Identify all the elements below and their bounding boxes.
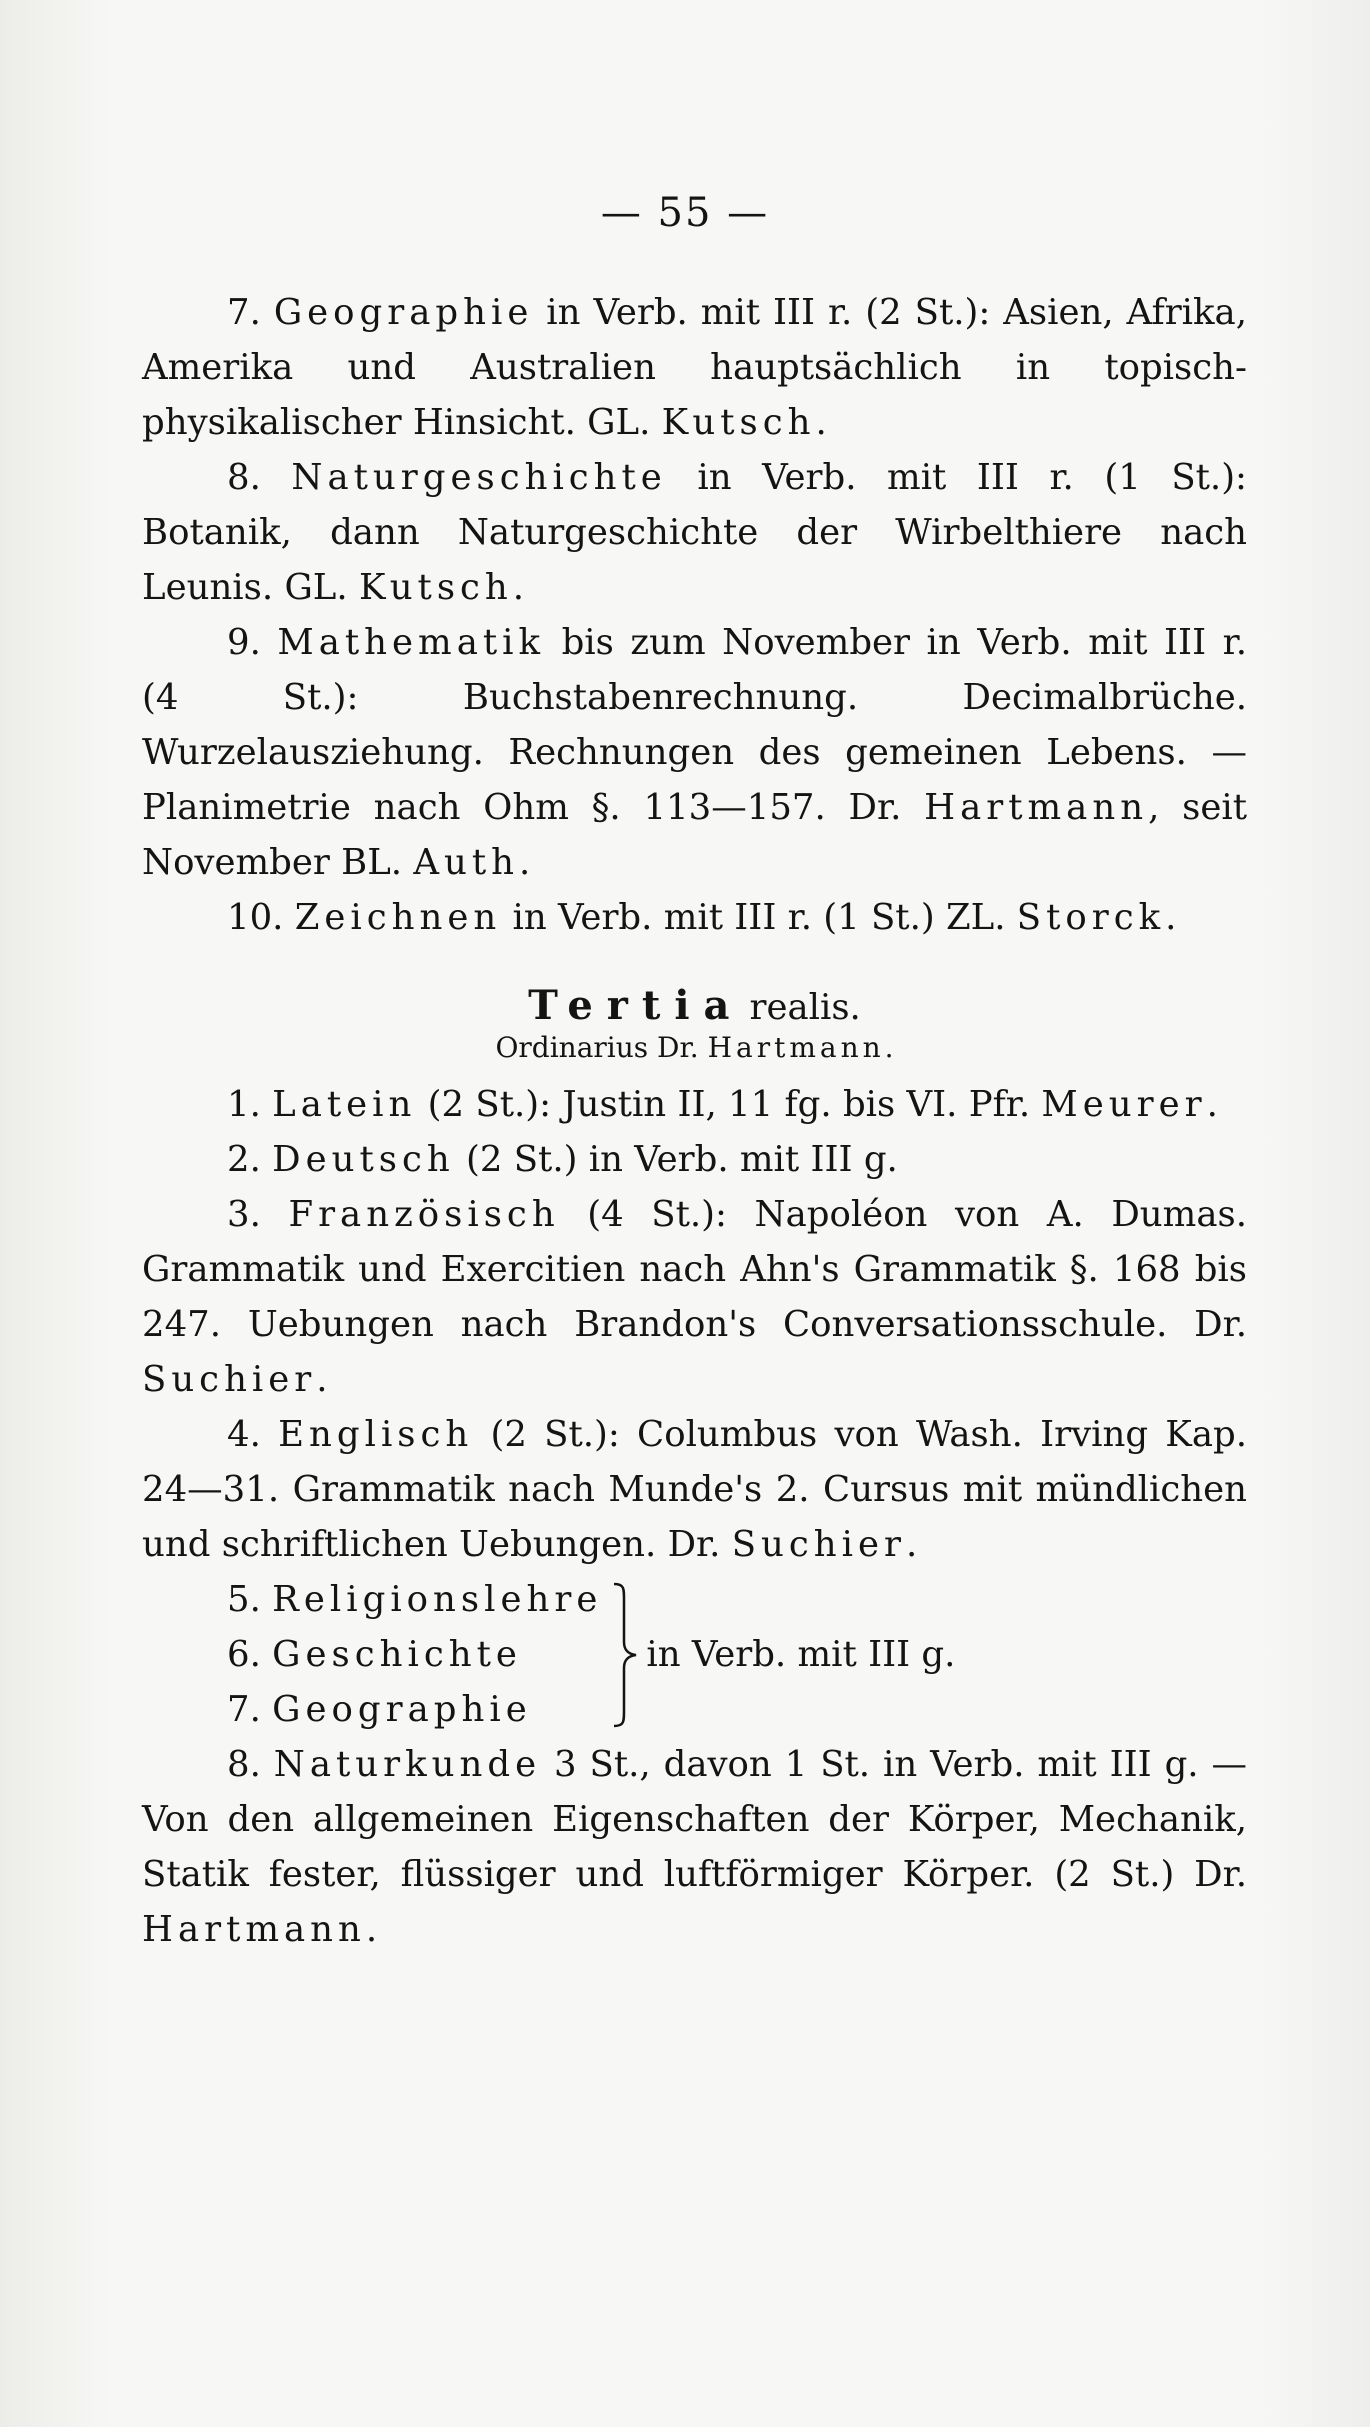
teacher-name: Kutsch (661, 402, 816, 443)
subject-name: Mathematik (277, 622, 546, 663)
teacher-name: Meurer (1041, 1084, 1207, 1125)
teacher-name: Hartmann (924, 787, 1149, 828)
entry-deutsch (142, 1132, 1247, 1187)
text-segment: bis zum November in Verb. mit III r. (4 St.): Buchstabenrechnung. Decimalbrüche. Wurzelausziehung. Rechnungen des gemeinen Lebens. — Planimetrie nach Ohm §. 113—157. Dr. (142, 622, 1247, 828)
subject-name: Zeichnen (294, 897, 502, 938)
subject-name: Geschichte (272, 1634, 522, 1675)
text-segment: 10. (227, 897, 295, 938)
subject-name: Geographie (272, 1689, 532, 1730)
group-note: in Verb. mit III g. (646, 1634, 956, 1675)
entry-mathematik (142, 615, 1247, 890)
subject-name: Englisch (278, 1414, 474, 1455)
teacher-name: Auth (413, 842, 520, 883)
entry-religionslehre (227, 1572, 602, 1627)
text-segment: 6. (227, 1634, 273, 1675)
entry-englisch (142, 1407, 1247, 1572)
entry-franzoesisch (142, 1187, 1247, 1407)
page-number: — 55 — (600, 190, 770, 236)
text-segment: , seit November BL. (142, 787, 1247, 883)
text-segment: in Verb. mit III r. (1 St.): Botanik, dann Naturgeschichte der Wirbelthiere nach Leunis. GL. (142, 457, 1248, 608)
text-segment: . (1165, 897, 1177, 938)
teacher-name: Suchier (731, 1524, 906, 1565)
text-segment: 7. (227, 292, 274, 333)
text-segment: 1. (227, 1084, 273, 1125)
class-title: Tertia (528, 982, 744, 1029)
entry-geographie (142, 285, 1247, 450)
text-segment: 3 St., davon 1 St. in Verb. mit III g. — Von den allgemeinen Eigenschaften der Körper, Mechanik, Statik fester, flüssiger und luftförmiger Körper. (2 St.) Dr. (142, 1744, 1248, 1895)
text-segment: . (519, 842, 531, 883)
text-segment: . (316, 1359, 328, 1400)
curly-brace-icon (612, 1580, 638, 1730)
text-segment: . (905, 1524, 918, 1565)
subject-name: Naturgeschichte (291, 457, 667, 498)
teacher-name: Kutsch (358, 567, 513, 608)
text-segment: 2. (227, 1139, 273, 1180)
teacher-name: Suchier (142, 1359, 317, 1400)
subject-name: Französisch (288, 1194, 560, 1235)
text-segment: 5. (227, 1579, 273, 1620)
text-segment: . (815, 402, 827, 443)
text-segment: in Verb. mit III r. (2 St.): Asien, Afrika, Amerika und Australien hauptsächlich in topisch-physikalischer Hinsicht. GL. (142, 292, 1247, 443)
text-segment: 8. (227, 457, 292, 498)
text-segment: . (365, 1909, 378, 1950)
text-segment: Ordinarius Dr. (495, 1031, 708, 1064)
ordinarius-name: Hartmann (707, 1031, 885, 1064)
teacher-name: Hartmann (142, 1909, 366, 1950)
subject-name: Geographie (273, 292, 534, 333)
text-segment: 8. (227, 1744, 274, 1785)
subject-name: Naturkunde (273, 1744, 542, 1785)
section-heading (142, 983, 1247, 1031)
subject-name: Latein (272, 1084, 417, 1125)
class-suffix: realis. (749, 987, 861, 1028)
grouped-subject-list (227, 1572, 602, 1737)
entry-latein (142, 1077, 1247, 1132)
text-segment: . (512, 567, 525, 608)
text-segment: (2 St.) in Verb. mit III g. (454, 1139, 898, 1180)
page-body (142, 285, 1247, 1957)
ordinarius-line (142, 1031, 1247, 1065)
subject-name: Deutsch (272, 1139, 455, 1180)
entry-naturgeschichte (142, 450, 1247, 615)
text-segment: (4 St.): Napoléon von A. Dumas. Grammatik und Exercitien nach Ahn's Grammatik §. 168 bis 247. Uebungen nach Brandon's Conversationsschule. Dr. (142, 1194, 1247, 1345)
subject-name: Religionslehre (272, 1579, 603, 1620)
grouped-subjects (227, 1572, 1247, 1737)
text-segment: 7. (227, 1689, 273, 1730)
text-segment: . (1206, 1084, 1218, 1125)
text-segment: (2 St.): Justin II, 11 fg. bis VI. Pfr. (416, 1084, 1042, 1125)
entry-naturkunde (142, 1737, 1247, 1957)
entry-geschichte (227, 1627, 602, 1682)
teacher-name: Storck (1016, 897, 1166, 938)
text-segment: in Verb. mit III r. (1 St.) ZL. (501, 897, 1017, 938)
text-segment: 4. (227, 1414, 279, 1455)
entry-geographie-g (227, 1682, 602, 1737)
text-segment: 3. (227, 1194, 289, 1235)
entry-zeichnen (142, 890, 1247, 945)
text-segment: (2 St.): Columbus von Wash. Irving Kap. 24—31. Grammatik nach Munde's 2. Cursus mit mündlichen und schriftlichen Uebungen. Dr. (142, 1414, 1248, 1565)
text-segment: 9. (227, 622, 278, 663)
text-segment: . (884, 1031, 894, 1064)
